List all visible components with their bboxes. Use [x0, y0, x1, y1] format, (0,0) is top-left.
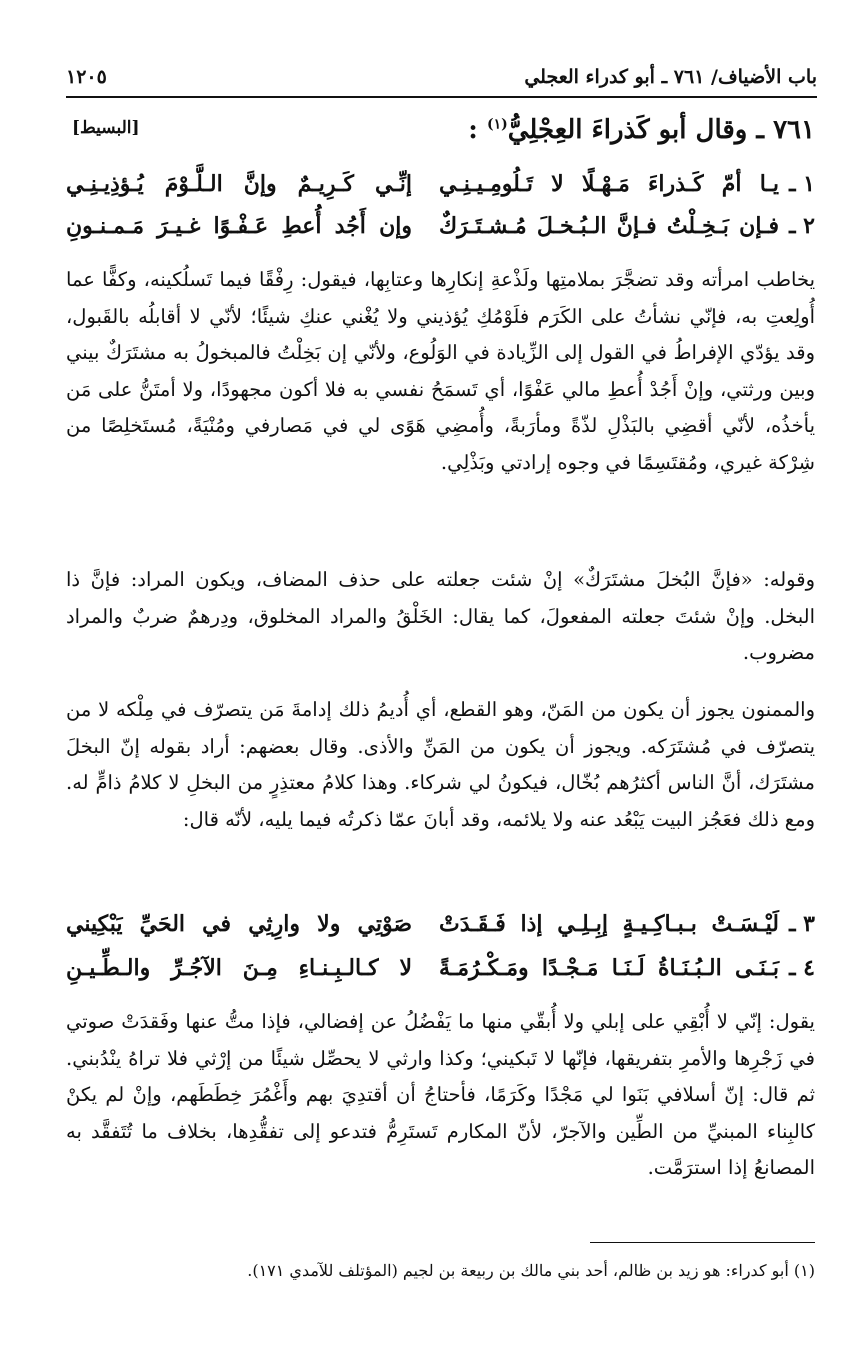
verse-first-hemistich: فـإن بَـخِـلْتُ فـإنَّ الـبُـخـلَ مُـشـتَـرَكٌ: [439, 213, 779, 239]
running-title: باب الأضياف/ ٧٦١ ـ أبو كدراء العجلي: [524, 66, 817, 88]
verse-number: ٢ ـ: [789, 213, 815, 239]
verse-number: ٤ ـ: [789, 955, 815, 981]
verse-second-hemistich: وإن أَجُد أُعطِ عَـفْـوًا غـيـرَ مَـمـنـونِ: [66, 213, 412, 239]
footnote: (١) أبو كدراء: هو زيد بن ظالم، أحد بني مالك بن ربيعة بن لجيم (المؤتلف للآمدي ١٧١).: [247, 1261, 815, 1280]
footnote-rule: [590, 1242, 815, 1243]
page-number: ١٢٠٥: [66, 66, 107, 88]
header-rule: [66, 96, 817, 98]
verse-number: ١ ـ: [789, 171, 815, 197]
verse-second-hemistich: صَوْتِي ولا وارِثِي في الحَيِّ يَبْكِيني: [66, 911, 412, 937]
verse-number: ٣ ـ: [789, 911, 815, 937]
footnote-marker: (١): [486, 116, 508, 133]
verse-second-hemistich: إنِّـي كَـرِيـمٌ وإنَّ الـلَّـوْمَ يُـؤذِيـنِـي: [66, 171, 412, 197]
verse-2: [66, 204, 815, 248]
commentary-paragraph-1: يخاطب امرأته وقد تضجَّرَ بملامتِها ولَذْعةِ إنكارِها وعتابِها، فيقول: رِفْقًا فيما تَسلُكينه، وكفًّا عما أُولِعتِ به، فإنّي نشأتُ على الكَرَم فلَوْمُكِ يُؤذيني ولا يُغْني عنكِ شيئًا؛ لأنّي لا أقابلُه بالقَبول، وقد يؤدّي الإفراطُ في القول إلى الزِّيادة في الوَلُوع، ولأنّي إن بَخِلْتُ فالمبخولُ به مشتَرَكٌ بيني وبين ورثتي، وإنْ أَجُدْ أُعطِ مالي عَفْوًا، أي تَسمَحُ نفسي به فلا أكون مجهودًا، ولا أمتَنُّ على مَن يأخذُه، لأنّي أقضِي بالبَذْلِ لذّةً ومأرَبةً، وأُمضِي هَوًى لي في مَصارفي ومُنْيَةً، مُستَخلِصًا من شِرْكة غيري، ومُقتَسِمًا في وجوه إرادتي وبَذْلِي.: [66, 268, 815, 474]
verse-first-hemistich: لَيْـسَـتْ بـبـاكِـيـةٍ إبِـلِـي إذا فَـقَـدَتْ: [439, 911, 779, 937]
poem-title: [468, 115, 815, 145]
poem-heading: [66, 108, 815, 152]
meter-label: [البسيط]: [72, 118, 140, 138]
verse-second-hemistich: لا كـالـبِـنـاءِ مِـنَ الآجُـرِّ والـطِّـيـنِ: [66, 955, 412, 981]
poem-title-colon: :: [468, 115, 487, 145]
verse-first-hemistich: يـا أمّ كَـذراءَ مَـهْـلًا لا تَـلُومِـيـنِـي: [439, 171, 779, 197]
poem-title-text: ٧٦١ ـ وقال أبو كَذراءَ العِجْلِيُّ: [507, 115, 815, 145]
verse-1: [66, 162, 815, 206]
running-head: [66, 58, 817, 96]
verse-4: [66, 946, 815, 990]
verse-first-hemistich: بَـنَـى الـبُـنَـاةُ لَـنَـا مَـجْـدًا ومَـكْـرُمَـةً: [439, 955, 779, 981]
verse-3: [66, 902, 815, 946]
commentary-paragraph-2: وقوله: «فإنَّ البُخلَ مشتَرَكٌ» إنْ شئت جعلته على حذف المضاف، ويكون المراد: فإنَّ ذا البخل. وإنْ شئتَ جعلته المفعولَ، كما يقال: الخَلْقُ والمراد المخلوق، ودِرهمٌ ضربٌ والمراد مضروب.: [66, 568, 815, 664]
commentary-paragraph-3: والممنون يجوز أن يكون من المَنّ، وهو القطع، أي أُديمُ ذلك إدامةَ مَن يتصرّف في مِلْكه لا من يتصرّف في مُشتَرَكه. ويجوز أن يكون من المَنِّ والأذى. وقال بعضهم: أراد بقوله إنّ البخلَ مشتَرَك، أنَّ الناس أكثرُهم بُخّال، فيكونُ لي شركاء. وهذا كلامُ معتذِرٍ من البخلِ لا كلامُ ذامٍّ له. ومع ذلك فعَجُز البيت يَبْعُد عنه ولا يلائمه، وقد أبانَ عمّا ذكرتُه فيما يليه، لأنّه قال:: [66, 698, 815, 831]
commentary-paragraph-4: يقول: إنّي لا أُبْقِي على إبلي ولا أُبقّي منها ما يَفْضُلُ عن إفضالي، فإذا متُّ عنها وفَقدَتْ صوتي في زَجْرِها والأمرِ بتفريقها، فإنّها لا تَبكيني؛ وكذا وارثي لا يحصِّل شيئًا من إرْثي فلا تراهُ ينْدُبني. ثم قال: إنّ أسلافي بَنَوا لي مَجْدًا وكَرَمًا، فأحتاجُ أن أقتدِيَ بهم وأَغْمُرَ خِطَطَهم، وإنْ لم يكنْ كالبِناء المبنيِّ من الطِّين والآجرّ، لأنّ المكارم تَستَرِمُّ فتدعو إلى تفقُّدِها، بخلاف ما تُتَفقَّد به المصانعُ إذا استرَمَّت.: [66, 1010, 815, 1179]
